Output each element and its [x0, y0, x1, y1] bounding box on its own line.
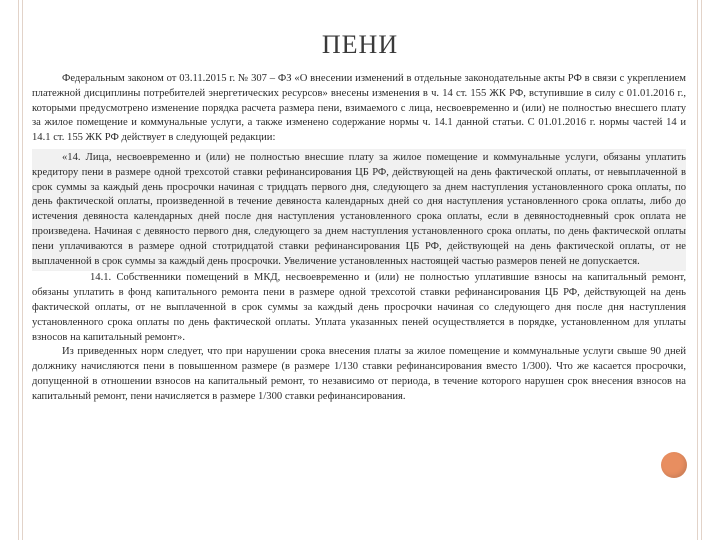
part-14-paragraph: «14. Лица, несвоевременно и (или) не полностью внесшие плату за жилое помещение и коммунальные услуги, обязаны уплатить кредитору пени в размере одной трехсотой ставки рефинансирования ЦБ РФ, действующей на день фактической оплаты, от невыплаченной в срок суммы за каждый день просрочки начиная с тридцать первого дня, следующего за днем наступления установленного срока оплаты, по день фактической оплаты, произведенной в течение девяноста календарных дней со дня наступления установленного срока оплаты, либо до истечения девяноста календарных дней после дня наступления установленного срока оплаты, если в девяностодневный срок оплата не произведена. Начиная с девяносто первого дня, следующего за днем наступления установленного срока оплаты, по день фактической оплаты пени уплачиваются в размере одной стотридцатой ставки рефинансирования ЦБ РФ, действующей на день фактической оплаты, от не выплаченной в срок суммы за каждый день просрочки. Увеличение установленных настоящей частью размеров пеней не допускается. — [32, 151, 686, 267]
slide-title: ПЕНИ — [321, 30, 399, 59]
intro-paragraph: Федеральным законом от 03.11.2015 г. № 307 – ФЗ «О внесении изменений в отдельные законодательные акты РФ в связи с укреплением платежной дисциплины потребителей энергетических ресурсов» внесены изменения в ч. 14 ст. 155 ЖК РФ, вступившие в силу с 01.01.2016 г., которыми предусмотрено изменение порядка расчета размера пени, взимаемого с лица, несвоевременно и (или) не полностью внесшего плату за жилое помещение и коммунальные услуги, а также изменено содержание нормы ч. 14.1 данной статьи. С 01.01.2016 г. нормы частей 14 и 14.1 ст. 155 ЖК РФ действует в следующей редакции: — [32, 73, 686, 144]
accent-circle — [661, 452, 687, 478]
right-border-outer — [701, 0, 702, 540]
slide-content — [32, 72, 686, 405]
left-border-outer — [18, 0, 19, 540]
quote-block — [32, 149, 686, 271]
left-border-inner — [22, 0, 23, 540]
part-14-1-paragraph: 14.1. Собственники помещений в МКД, несвоевременно и (или) не полностью уплатившие взносы на капитальный ремонт, обязаны уплатить в фонд капитального ремонта пени в размере одной трехсотой ставки рефинансирования ЦБ РФ, действующей на день фактической оплаты, от не выплаченной в срок суммы за каждый день просрочки начиная со следующего дня после дня наступления установленного срока оплаты по день фактической оплаты. Уплата указанных пеней осуществляется в порядке, установленном для уплаты взносов на капитальный ремонт». — [32, 272, 686, 343]
conclusion-paragraph: Из приведенных норм следует, что при нарушении срока внесения платы за жилое помещение и коммунальные услуги свыше 90 дней должнику начисляются пени в повышенном размере (в размере 1/130 ставки рефинансирования вместо 1/300). Что же касается просрочки, допущенной в отношении взносов на капитальный ремонт, то независимо от периода, в течение которого нарушен срок внесения взносов на капитальный ремонт, пени начисляется в размере 1/300 ставки рефинансирования. — [32, 346, 686, 402]
right-border-inner — [697, 0, 698, 540]
